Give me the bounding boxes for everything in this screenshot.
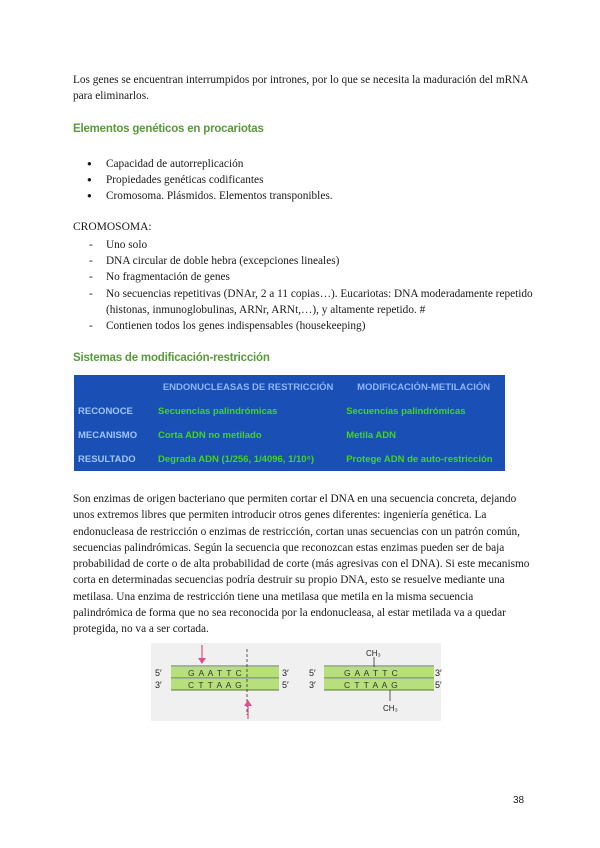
methyl-group-top: CH₃ [366,649,381,658]
sequence-top: G A A T T C [344,668,399,678]
label-5prime: 5′ [282,680,289,690]
table-cell: Degrada ADN (1/256, 1/4096, 1/10⁶) [158,453,315,465]
label-3prime: 3′ [435,668,442,678]
label-5prime: 5′ [309,668,316,678]
restriction-modification-table [74,375,505,471]
list-item: - Contienen todos los genes indispensables (housekeeping) [73,318,533,334]
section-heading-procariotas: Elementos genéticos en procariotas [73,123,264,135]
table-cell: Metila ADN [346,429,396,441]
label-3prime: 3′ [282,668,289,678]
table-row [74,399,505,423]
table-row [74,447,505,471]
sequence-bottom: C T T A A G [344,680,399,690]
label-5prime: 5′ [155,668,162,678]
label-5prime: 5′ [435,680,442,690]
table-header-row [74,375,505,399]
sequence-top: G A A T T C [188,668,243,678]
list-item: - DNA circular de doble hebra (excepciones lineales) [73,253,533,269]
list-item: - No fragmentación de genes [73,269,533,285]
body-paragraph: Son enzimas de origen bacteriano que permiten cortar el DNA en una secuencia concreta, dejando unos extremos libres que permiten introducir otros genes diferentes: ingeniería genética. La endonucleasa de restricción o enzimas de restricción, cortan unas secuencias con un patrón común, secuencias palindrómicas. Según la secuencia que reconozcan estas enzimas pueden ser de baja probabilidad de corte o de alta probabilidad de corte (más agresivas con el DNA). Si este mecanismo corta en determinadas secuencias podría destruir su propio DNA, esto se resuelve mediante una metilasa. Una enzima de restricción tiene una metilasa que metila en la misma secuencia palindrómica de forma que no sea reconocida por la endonucleasa, al estar metilada va a quedar protegida, no va a ser cortada. [73,493,530,636]
section-heading-restriccion: Sistemas de modificación-restricción [73,352,270,364]
table-cell: Protege ADN de auto-restricción [346,453,493,465]
list-item: - No secuencias repetitivas (DNAr, 2 a 11 copias…). Eucariotas: DNA moderadamente repetido (histonas, inmunoglobulinas, ARNr, ARNt,…), y altamente repetido. # [73,286,533,318]
bullet-list-procariotas [73,156,333,204]
list-item: ● Cromosoma. Plásmidos. Elementos transponibles. [73,188,333,204]
table-header-cell [74,375,154,399]
table-cell-key: RESULTADO [78,453,136,465]
label-3prime: 3′ [309,680,316,690]
label-3prime: 3′ [155,680,162,690]
table-row [74,423,505,447]
page-number: 38 [513,795,525,806]
table-cell-key: MECANISMO [78,429,138,441]
dash-list-cromosoma [73,237,533,334]
table-cell: Secuencias palindrómicas [346,405,466,417]
table-header-cell: ENDONUCLEASAS DE RESTRICCIÓN [162,381,334,393]
table-cell: Secuencias palindrómicas [158,405,278,417]
intro-paragraph: Los genes se encuentran interrumpidos por intrones, por lo que se necesita la maduración del mRNA para eliminarlos. [73,74,528,103]
sequence-bottom: C T T A A G [188,680,243,690]
methyl-group-bottom: CH₃ [383,704,398,713]
restriction-site-figure [151,643,441,721]
table-cell: Corta ADN no metilado [158,429,262,441]
cromosoma-title: CROMOSOMA: [73,221,152,233]
list-item: ● Propiedades genéticas codificantes [73,172,333,188]
table-cell-key: RECONOCE [78,405,133,417]
list-item: ● Capacidad de autorreplicación [73,156,333,172]
list-item: - Uno solo [73,237,533,253]
table-header-cell: MODIFICACIÓN-METILACIÓN [357,381,491,393]
